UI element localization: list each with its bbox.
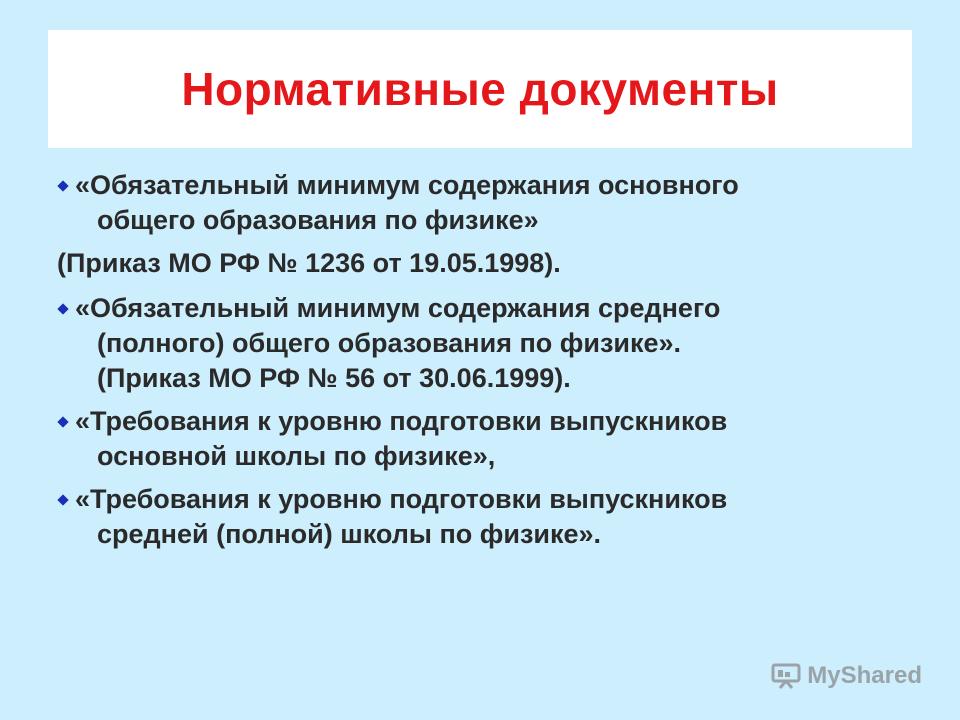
list-item-line: (Приказ МО РФ № 56 от 30.06.1999).: [97, 363, 571, 393]
document-list: [55, 168, 915, 560]
list-item-line: общего образования по физике»: [97, 205, 539, 235]
list-item-line: «Требования к уровню подготовки выпускников: [75, 484, 728, 514]
presentation-board-icon: [771, 662, 801, 690]
list-item-line: «Обязательный минимум содержания основного: [75, 170, 739, 200]
order-reference: [55, 246, 915, 281]
list-item-line: основной школы по физике»,: [97, 441, 496, 471]
title-box: [48, 30, 912, 148]
slide-title: Нормативные документы: [181, 63, 779, 115]
list-item-line: «Требования к уровню подготовки выпускников: [75, 406, 728, 436]
diamond-bullet-icon: [57, 303, 68, 314]
watermark: [771, 662, 922, 690]
list-item: [55, 404, 915, 474]
diamond-bullet-icon: [57, 494, 68, 505]
watermark-text: MyShared: [807, 662, 922, 689]
diamond-bullet-icon: [57, 180, 68, 191]
list-item: [55, 482, 915, 552]
list-item-line: «Обязательный минимум содержания среднего: [75, 293, 721, 323]
list-item: [55, 291, 915, 396]
list-item-line: (полного) общего образования по физике».: [97, 328, 682, 358]
order-reference-line: (Приказ МО РФ № 1236 от 19.05.1998).: [57, 248, 561, 278]
list-item: [55, 168, 915, 238]
list-item-line: средней (полной) школы по физике».: [97, 519, 602, 549]
diamond-bullet-icon: [57, 416, 68, 427]
